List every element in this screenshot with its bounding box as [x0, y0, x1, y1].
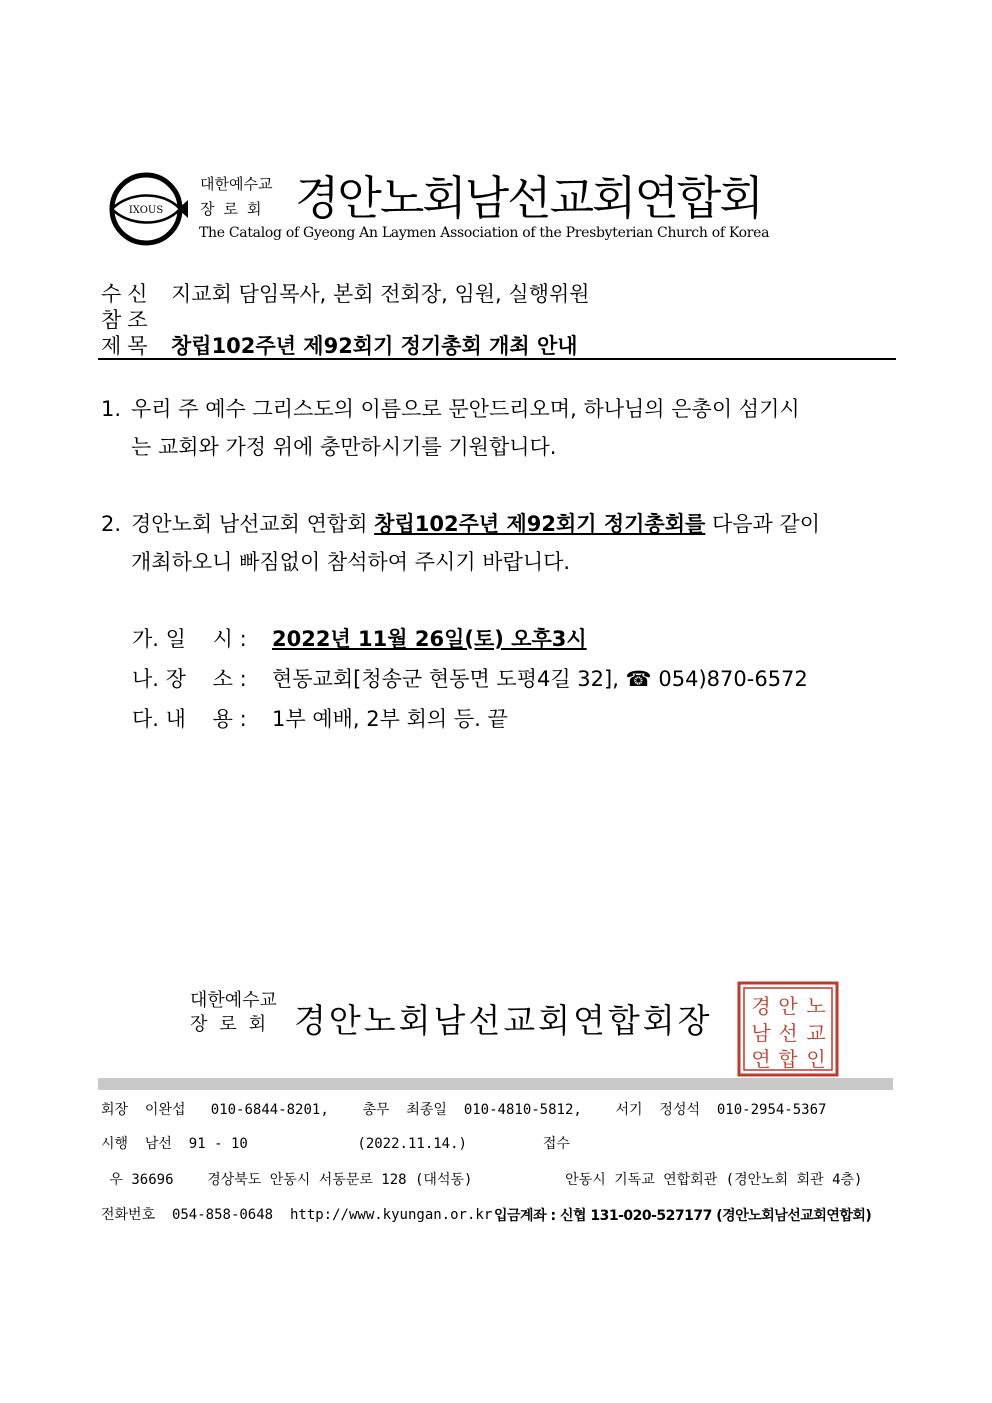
detail-value: 2022년 11월 26일(토) 오후3시 — [272, 627, 587, 651]
paragraph-1 — [101, 390, 897, 466]
svg-text:합: 합 — [778, 1047, 798, 1071]
header-denomination: 대한예수교 — [200, 175, 273, 193]
paragraph-1-line-2: 는 교회와 가정 위에 충만하시기를 기원합니다. — [131, 435, 557, 459]
detail-label: 가. 일 시 : — [132, 627, 254, 651]
detail-label: 다. 내 용 : — [132, 707, 254, 731]
signature-presbyterian: 장로회 — [190, 1014, 279, 1035]
paragraph-1-line-1: 우리 주 예수 그리스도의 이름으로 문안드리오며, 하나님의 은총이 섬기시 — [131, 397, 800, 421]
subject-value: 창립102주년 제92회기 정기총회 개최 안내 — [171, 334, 578, 358]
svg-text:남: 남 — [751, 1021, 771, 1045]
detail-item-datetime — [132, 625, 587, 653]
footer-doc-number: 시행 남선 91 - 10 (2022.11.14.) 접수 — [101, 1136, 570, 1152]
signature-denomination: 대한예수교 — [190, 990, 277, 1011]
footer-address: 우 36696 경상북도 안동시 서동문로 128 (대석동) 안동시 기독교 연합회관 (경안노회 회관 4층) — [101, 1172, 863, 1188]
svg-text:연: 연 — [751, 1047, 771, 1071]
subject-label: 제목 — [101, 334, 154, 358]
svg-text:경: 경 — [751, 994, 771, 1018]
detail-item-content — [132, 705, 508, 733]
detail-item-location — [132, 665, 808, 693]
org-title: 경안노회남선교회연합회 — [295, 171, 762, 225]
header-presbyterian: 장로회 — [200, 200, 271, 218]
footer-account: 입금계좌 : 신협 131-020-527177 (경안노회남선교회연합회) — [494, 1208, 872, 1224]
detail-value: 현동교회[청송군 현동면 도평4길 32], ☎ 054)870-6572 — [272, 667, 808, 691]
paragraph-2-line-2: 개최하오니 빠짐없이 참석하여 주시기 바랍니다. — [131, 550, 571, 574]
official-seal-icon — [736, 980, 840, 1078]
svg-text:교: 교 — [806, 1021, 826, 1045]
recipient-label: 수신 — [101, 282, 154, 306]
recipient-value: 지교회 담임목사, 본회 전회장, 임원, 실행위원 — [171, 282, 590, 306]
signature-title: 경안노회남선교회연합회장 — [294, 1001, 713, 1040]
footer-officers: 회장 이완섭 010-6844-8201, 총무 최종일 010-4810-5812, 서기 정성석 010-2954-5367 — [101, 1102, 827, 1118]
detail-label: 나. 장 소 : — [132, 667, 254, 691]
detail-value: 1부 예배, 2부 회의 등. 끝 — [272, 707, 508, 731]
subject-row — [101, 333, 578, 359]
svg-text:IXOUS: IXOUS — [128, 205, 164, 216]
recipient-row — [101, 281, 590, 307]
paragraph-number: 2. — [101, 512, 122, 536]
paragraph-2 — [101, 505, 897, 581]
svg-text:안: 안 — [778, 994, 798, 1018]
divider — [98, 358, 896, 360]
footer-divider — [98, 1078, 893, 1090]
reference-label: 참조 — [101, 308, 154, 332]
paragraph-2-post: 다음과 같이 — [705, 512, 821, 536]
org-subtitle: The Catalog of Gyeong An Laymen Association of the Presbyterian Church of Korea — [199, 225, 770, 241]
footer-contact: 전화번호 054-858-0648 http://www.kyungan.or.kr — [101, 1207, 493, 1223]
reference-row — [101, 307, 171, 333]
fish-logo-icon — [108, 172, 190, 246]
svg-text:인: 인 — [806, 1047, 826, 1071]
svg-text:선: 선 — [778, 1021, 798, 1045]
paragraph-number: 1. — [101, 397, 122, 421]
paragraph-2-emphasis: 창립102주년 제92회기 정기총회를 — [374, 512, 706, 536]
paragraph-2-pre: 경안노회 남선교회 연합회 — [131, 512, 375, 536]
svg-text:노: 노 — [806, 994, 826, 1018]
